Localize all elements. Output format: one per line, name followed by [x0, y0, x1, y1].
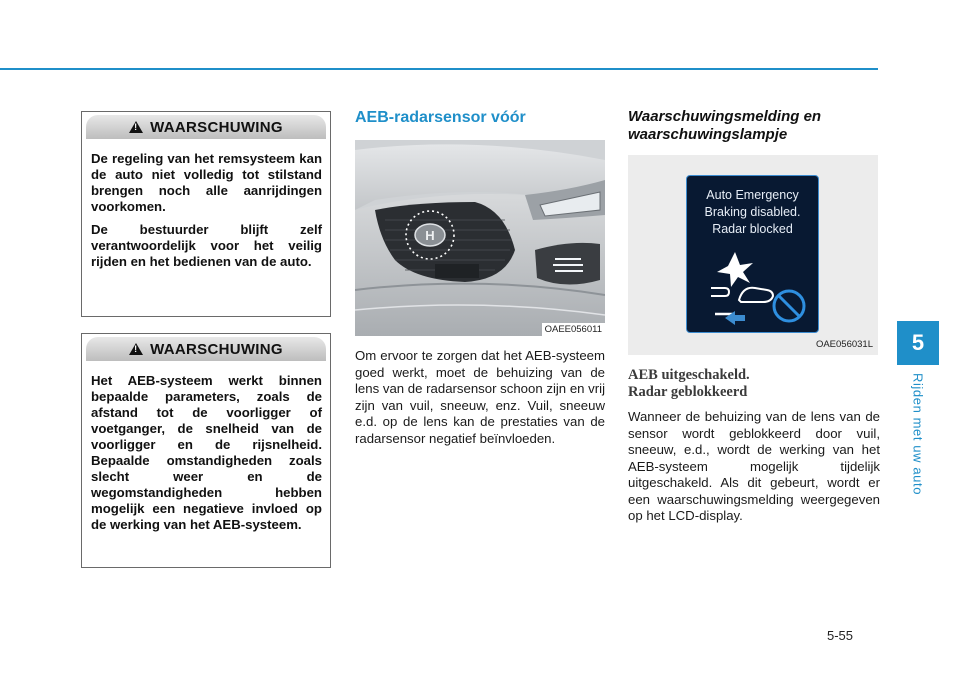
lcd-message-line: Braking disabled.	[704, 205, 801, 219]
subheading-line: AEB uitgeschakeld.	[628, 367, 750, 383]
warning-paragraph: De bestuurder blijft zelf verantwoordelijk voor het veilig rijden en het bedienen van de auto.	[91, 222, 322, 269]
subsection-heading	[628, 367, 880, 401]
header-rule	[0, 68, 878, 70]
subtitle-line: waarschuwingslampje	[628, 126, 788, 143]
warning-heading	[86, 115, 326, 139]
warning-body-text: Wanneer de behuizing van de lens van de sensor wordt geblokkeerd door vuil, sneeuw, e.d., wordt de werking van het AEB-systeem mogelijk tijdelijk uitgeschakeld. Als dit gebeurt, wordt er een waarschuwingsmelding weergegeven op het LCD-display.	[628, 409, 880, 523]
aeb-disabled-icon	[693, 250, 813, 328]
lcd-message-line: Radar blocked	[712, 222, 793, 236]
sensor-section	[355, 108, 605, 447]
sensor-body-text: Om ervoor te zorgen dat het AEB-systeem goed werkt, moet de behuizing van de lens van de radarsensor schoon zijn en vrij zijn van vuil, sneeuw, enz. Vuil, sneeuw e.d. op de lens kan de prestaties van de radarsensor negatief beïnvloeden.	[355, 348, 605, 446]
warning-heading	[86, 337, 326, 361]
lcd-display-figure	[628, 155, 878, 355]
subheading-line: Radar geblokkeerd	[628, 384, 748, 400]
section-subtitle	[628, 108, 880, 144]
image-code: OAE056031L	[815, 339, 873, 350]
car-front-radar-photo	[355, 140, 605, 336]
image-code: OAEE056011	[542, 323, 605, 336]
warning-paragraph: Het AEB-systeem werkt binnen bepaalde parameters, zoals de afstand tot de voorligger of voetganger, de snelheid van de voorligger en de rijsnelheid. Bepaalde omstandigheden zoals slecht weer en de wegomstandigheden hebben mogelijk een negatieve invloed op de werking van het AEB-systeem.	[91, 373, 322, 532]
warning-heading-label: WAARSCHUWING	[150, 118, 283, 136]
warning-paragraph: De regeling van het remsysteem kan de auto niet volledig tot stilstand brengen noch alle aanrijdingen voorkomen.	[91, 151, 322, 214]
warning-triangle-icon	[129, 343, 143, 355]
warning-heading-label: WAARSCHUWING	[150, 340, 283, 358]
warning-box-brake-limits	[81, 111, 331, 317]
chapter-name: Rijden met uw auto	[910, 372, 926, 496]
warning-body	[82, 361, 330, 550]
warning-body	[82, 139, 330, 287]
warning-triangle-icon	[129, 121, 143, 133]
lcd-message-line: Auto Emergency	[706, 188, 799, 202]
section-title: AEB-radarsensor vóór	[355, 109, 526, 126]
car-front-illustration	[355, 140, 605, 336]
warning-box-aeb-parameters	[81, 333, 331, 568]
lcd-display	[686, 175, 819, 333]
chapter-number-tab: 5	[897, 321, 939, 365]
warning-message-section	[628, 108, 880, 525]
page-number: 5-55	[827, 628, 854, 643]
svg-text:H: H	[425, 228, 435, 243]
subtitle-line: Waarschuwingsmelding en	[628, 108, 822, 125]
